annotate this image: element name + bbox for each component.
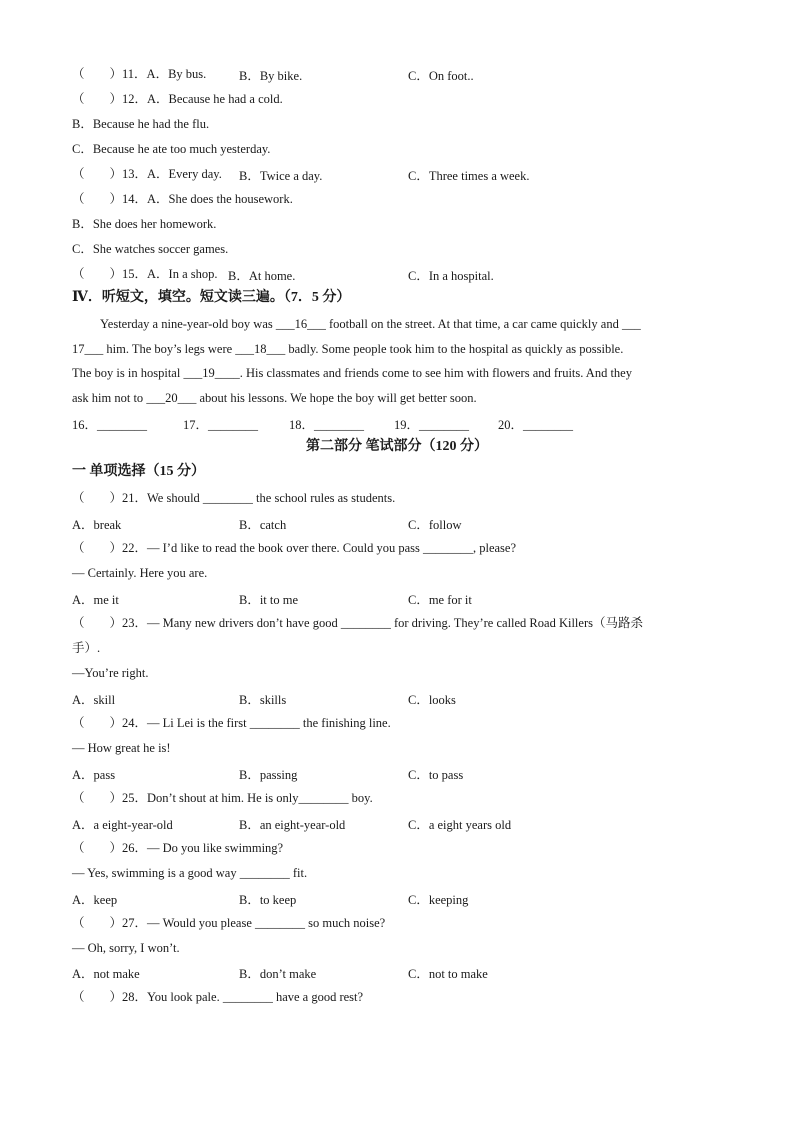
option-a: A．a eight-year-old — [72, 818, 173, 832]
option-a: A．skill — [72, 693, 116, 707]
blank-17: ___ — [621, 317, 641, 331]
option-b: B．Twice a day. — [239, 169, 323, 183]
option-a: A．keep — [72, 893, 118, 907]
section-1-title: 一 单项选择（15 分） — [72, 464, 205, 479]
question-13 — [72, 166, 222, 182]
passage-text: him. The boy’s legs were — [103, 342, 236, 356]
option-c: C．looks — [408, 693, 456, 707]
passage-line-3 — [72, 365, 632, 381]
dialog-reply: — Oh, sorry, I won’t. — [72, 941, 180, 955]
question-21: （ ）21．We should ________ the school rules as students. — [72, 491, 396, 505]
option-a: A．not make — [72, 967, 140, 981]
option-b: B．to keep — [239, 893, 297, 907]
passage-text: badly. Some people took him to the hospital as quickly as possible. — [285, 342, 624, 356]
dialog-reply: — Certainly. Here you are. — [72, 566, 208, 580]
option-a: 14．A．She does the housework. — [122, 192, 293, 206]
passage-text: football on the street. At that time, a car came quickly and — [325, 317, 622, 331]
passage-text: The boy is in hospital — [72, 366, 184, 380]
question-28: （ ）28．You look pale. ________ have a good rest? — [72, 990, 364, 1004]
option-a: 13．A．Every day. — [122, 167, 222, 181]
option-a: A．break — [72, 518, 122, 532]
answer-blank-20[interactable]: 20．________ — [498, 418, 574, 432]
question-24: （ ）24．— Li Lei is the first ________ the finishing line. — [72, 716, 391, 730]
option-c: C．me for it — [408, 593, 472, 607]
dialog-reply: — Yes, swimming is a good way ________ fit. — [72, 866, 308, 880]
question-15 — [72, 266, 218, 282]
option-c: C．not to make — [408, 967, 488, 981]
blank-20: ___20___ — [146, 391, 197, 405]
option-b: B．skills — [239, 693, 287, 707]
question-14 — [72, 191, 293, 207]
option-c: C．In a hospital. — [408, 269, 494, 283]
blank-18: ___18___ — [235, 342, 286, 356]
question-23: （ ）23．— Many new drivers don’t have good ________ for driving. They’re called Road Killers（马路杀 — [72, 616, 643, 630]
option-b: B．don’t make — [239, 967, 317, 981]
passage-line-4 — [72, 390, 477, 406]
answer-paren: （ ） — [72, 267, 123, 281]
option-c: C．She watches soccer games. — [72, 242, 229, 256]
passage-line-2 — [72, 341, 623, 357]
dialog-reply: — How great he is! — [72, 741, 171, 755]
option-a: 12．A．Because he had a cold. — [122, 92, 283, 106]
blank-17: 17___ — [72, 342, 104, 356]
passage-text: ask him not to — [72, 391, 147, 405]
option-a: A．me it — [72, 593, 119, 607]
passage-text: Yesterday a nine-year-old boy was — [100, 317, 276, 331]
option-c: C．follow — [408, 518, 462, 532]
answer-paren: （ ） — [72, 92, 123, 106]
option-b: B．an eight-year-old — [239, 818, 346, 832]
option-a: 15．A．In a shop. — [122, 267, 218, 281]
option-b: B．At home. — [228, 269, 296, 283]
question-22: （ ）22．— I’d like to read the book over there. Could you pass ________, please? — [72, 541, 517, 555]
option-b: B．catch — [239, 518, 287, 532]
part-2-title: 第二部分 笔试部分（120 分） — [306, 439, 488, 454]
answer-blank-18[interactable]: 18．________ — [289, 418, 365, 432]
option-c: C．to pass — [408, 768, 464, 782]
option-c: C．keeping — [408, 893, 469, 907]
option-b: B．it to me — [239, 593, 299, 607]
option-b: B．She does her homework. — [72, 217, 217, 231]
passage-text: . His classmates and friends come to see him with flowers and fruits. And they — [239, 366, 632, 380]
answer-blank-16[interactable]: 16．________ — [72, 418, 148, 432]
answer-blank-17[interactable]: 17．________ — [183, 418, 259, 432]
passage-text: about his lessons. We hope the boy will get better soon. — [196, 391, 477, 405]
option-a: 11．A．By bus. — [122, 67, 207, 81]
option-b: B．Because he had the flu. — [72, 117, 210, 131]
answer-blank-19[interactable]: 19．________ — [394, 418, 470, 432]
option-c: C．Because he ate too much yesterday. — [72, 142, 271, 156]
answer-paren: （ ） — [72, 67, 123, 81]
question-23-continued: 手）. — [72, 641, 101, 655]
question-11 — [72, 66, 206, 82]
option-c: C．Three times a week. — [408, 169, 530, 183]
question-25: （ ）25．Don’t shout at him. He is only________ boy. — [72, 791, 373, 805]
option-c: C．a eight years old — [408, 818, 512, 832]
dialog-reply: —You’re right. — [72, 666, 149, 680]
option-b: B．By bike. — [239, 69, 303, 83]
blank-19: ___19____ — [183, 366, 240, 380]
question-26: （ ）26．— Do you like swimming? — [72, 841, 284, 855]
answer-paren: （ ） — [72, 192, 123, 206]
question-27: （ ）27．— Would you please ________ so much noise? — [72, 916, 386, 930]
question-12 — [72, 91, 283, 107]
section-4-title: Ⅳ．听短文，填空。短文读三遍。（7．5 分） — [72, 290, 351, 305]
option-a: A．pass — [72, 768, 116, 782]
blank-16: ___16___ — [275, 317, 326, 331]
answer-paren: （ ） — [72, 167, 123, 181]
option-c: C．On foot.. — [408, 69, 474, 83]
passage-line-1 — [100, 316, 641, 332]
option-b: B．passing — [239, 768, 298, 782]
